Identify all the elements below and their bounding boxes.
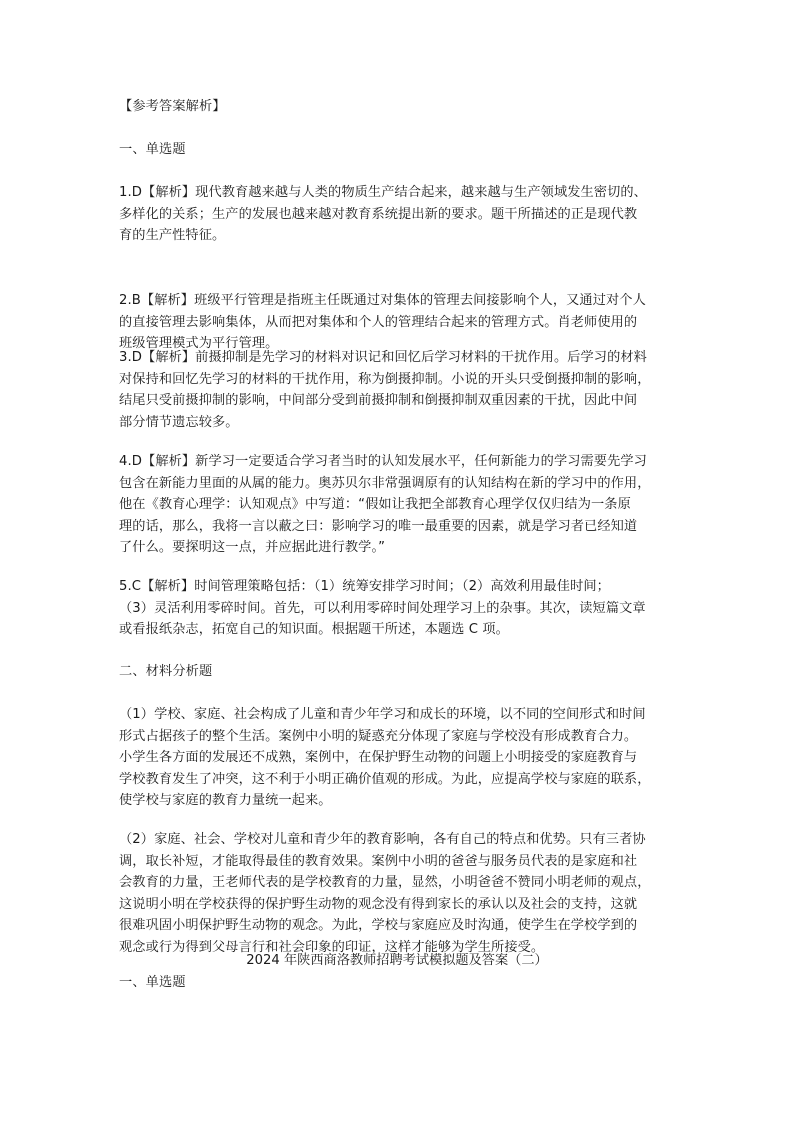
paragraph-line: 很难巩固小明保护野生动物的观念。为此，学校与家庭应及时沟通，使学生在学校学到的 — [119, 918, 638, 933]
paragraph-line: 或看报纸杂志，拓宽自己的知识面。根据题干所述，本题选 C 项。 — [119, 622, 509, 637]
answer-explanation-4 — [119, 451, 677, 559]
paragraph-line: 包含在新能力里面的从属的能力。奥苏贝尔非常强调原有的认知结构在新的学习中的作用， — [119, 475, 651, 491]
answer-explanation-5 — [119, 576, 677, 641]
paragraph-line: 5.C【解析】时间管理策略包括：（1）统筹安排学习时间；（2）高效利用最佳时间； — [119, 579, 610, 594]
next-section-title: 一、单选题 — [119, 975, 186, 990]
material-answer-2 — [119, 829, 677, 958]
paragraph-line: 这说明小明在学校获得的保护野生动物的观念没有得到家长的承认以及社会的支持，这就 — [119, 896, 638, 912]
paragraph-line: 使学校与家庭的教育力量统一起来。 — [119, 793, 332, 808]
paragraph-line: 了什么。要探明这一点，并应据此进行教学。” — [119, 540, 386, 555]
paragraph-line: 4.D【解析】新学习一定要适合学习者当时的认知发展水平，任何新能力的学习需要先学习 — [119, 454, 647, 469]
paragraph-line: 的直接管理去影响集体，从而把对集体和个人的管理结合起来的管理方式。肖老师使用的 — [119, 314, 638, 330]
paragraph-line: 形式占据孩子的整个生活。案例中小明的疑惑充分体现了家庭与学校没有形成教育合力。 — [119, 728, 638, 744]
paragraph-line: （3）灵活利用零碎时间。首先，可以利用零碎时间处理学习上的杂事。其次，读短篇文章 — [119, 600, 646, 616]
paragraph-line: 2.B【解析】班级平行管理是指班主任既通过对集体的管理去间接影响个人，又通过对个人 — [119, 293, 646, 308]
paragraph-line: 他在《教育心理学：认知观点》中写道：“假如让我把全部教育心理学仅仅归结为一条原 — [119, 497, 631, 512]
paragraph-line: 1.D【解析】现代教育越来越与人类的物质生产结合起来，越来越与生产领域发生密切的、 — [119, 185, 647, 200]
answer-header: 【参考答案解析】 — [119, 99, 226, 114]
paragraph-line: 3.D【解析】前摄抑制是先学习的材料对识记和回忆后学习材料的干扰作用。后学习的材料 — [119, 350, 647, 365]
paragraph-line: 班级管理模式为平行管理。 — [119, 336, 279, 351]
paragraph-line: 会教育的力量，王老师代表的是学校教育的力量，显然，小明爸爸不赞同小明老师的观点， — [119, 875, 651, 890]
paragraph-line: 观念或行为得到父母言行和社会印象的印证，这样才能够为学生所接受。 — [119, 939, 545, 955]
section-title-material-analysis: 二、材料分析题 — [119, 664, 213, 679]
paragraph-line: （1）学校、家庭、社会构成了儿童和青少年学习和成长的环境，以不同的空间形式和时间 — [119, 707, 646, 722]
paragraph-line: 对保持和回忆先学习的材料的干扰作用，称为倒摄抑制。小说的开头只受倒摄抑制的影响， — [119, 371, 651, 387]
answer-explanation-3 — [119, 347, 677, 433]
paragraph-line: 理的话，那么，我将一言以蔽之曰：影响学习的唯一最重要的因素，就是学习者已经知道 — [119, 518, 638, 534]
paragraph-line: 部分情节遗忘较多。 — [119, 414, 239, 430]
material-answer-1 — [119, 704, 677, 812]
paragraph-line: （2）家庭、社会、学校对儿童和青少年的教育影响，各有自己的特点和优势。只有三者协 — [119, 832, 646, 847]
paragraph-line: 育的生产性特征。 — [119, 228, 226, 243]
paragraph-line: 小学生各方面的发展还不成熟，案例中，在保护野生动物的问题上小明接受的家庭教育与 — [119, 750, 638, 765]
paragraph-line: 调，取长补短，才能取得最佳的教育效果。案例中小明的爸爸与服务员代表的是家庭和社 — [119, 853, 638, 869]
answer-explanation-2 — [119, 290, 677, 355]
paragraph-line: 多样化的关系；生产的发展也越来越对教育系统提出新的要求。题干所描述的正是现代教 — [119, 206, 638, 222]
answer-explanation-1 — [119, 182, 677, 247]
section-title-single-choice: 一、单选题 — [119, 142, 186, 157]
next-paper-title: 2024 年陕西商洛教师招聘考试模拟题及答案（二） — [246, 953, 548, 968]
paragraph-line: 结尾只受前摄抑制的影响，中间部分受到前摄抑制和倒摄抑制双重因素的干扰，因此中间 — [119, 393, 638, 408]
paragraph-line: 学校教育发生了冲突，这不利于小明正确价值观的形成。为此，应提高学校与家庭的联系， — [119, 771, 651, 787]
